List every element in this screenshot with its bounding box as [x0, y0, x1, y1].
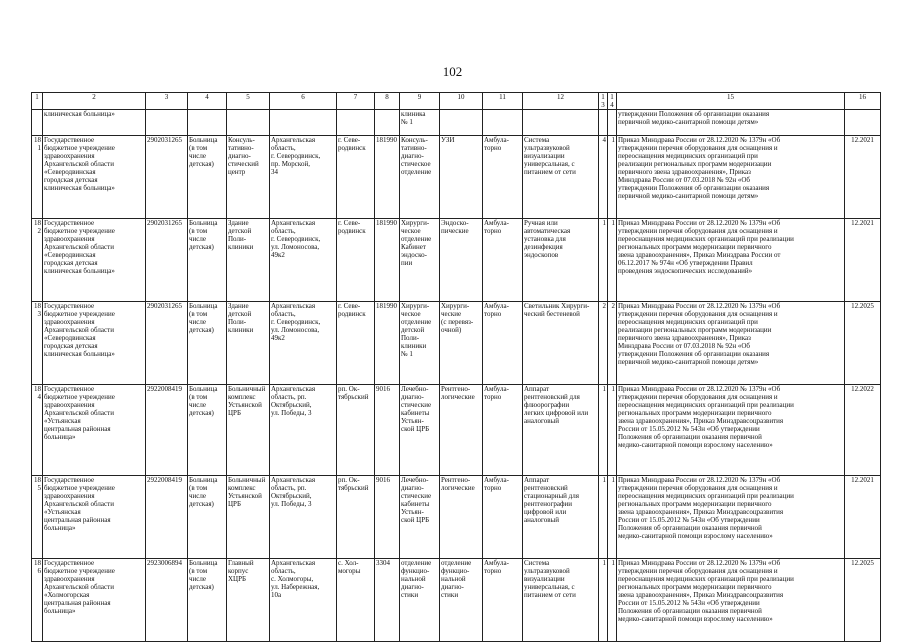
quantity-b: 1	[608, 219, 617, 302]
settlement: г. Севе- родвинск	[337, 219, 375, 302]
legal-basis: Приказ Минздрава России от 28.12.2020 № 1379н «Об утверждении перечня оборудования для оснащения и переоснащения медицинских организаций при реализации региональных программ модернизации первичного звена здравоохранения», Приказ Минздрава России от 07.03.2018 № 92н «Об утверждении Положения об организации оказания первичной медико-санитарной помощи детям»	[617, 302, 845, 385]
care-condition: Амбула- торно	[483, 302, 523, 385]
organization-name: Государственное бюджетное учреждение здравоохранения Архангельской области «Устьянская центральная районная больница»	[43, 476, 146, 559]
header-row	[32, 93, 881, 110]
table-row	[32, 219, 881, 302]
legal-basis: Приказ Минздрава России от 28.12.2020 № 1379н «Об утверждении перечня оборудования для оснащения и переоснащения медицинских организаций при реализации региональных программ модернизации первичного звена здравоохранения», Приказ Минздравсоцразвития России от 15.05.2012 № 543н «Об утверждении Положения об организации оказания первичной медико-санитарной помощи взрослому населению»	[617, 385, 845, 476]
address: Архангельская область, рп. Октябрьский, ул. Победы, 3	[270, 385, 337, 476]
organization-name: Государственное бюджетное учреждение здравоохранения Архангельской области «Северодвинская городская детская клиническая больница»	[43, 219, 146, 302]
cont-basis: утверждении Положения об организации оказания первичной медико-санитарной помощи детям»	[617, 110, 845, 136]
header-cell: 8	[375, 93, 400, 110]
care-condition: Амбула- торно	[483, 219, 523, 302]
postcode: 9016	[375, 385, 400, 476]
quantity-a: 2	[599, 302, 608, 385]
quantity-a: 1	[599, 385, 608, 476]
settlement: г. Севе- родвинск	[337, 302, 375, 385]
department: Консуль- тативно- диагно- стическое отделение	[400, 136, 440, 219]
header-cell: 7	[337, 93, 375, 110]
facility-type: Больница (в том числе детская)	[188, 385, 227, 476]
organization-name: Государственное бюджетное учреждение здравоохранения Архангельской области «Северодвинская городская детская клиническая больница»	[43, 302, 146, 385]
inn-code: 2902031265	[146, 302, 188, 385]
quantity-b: 1	[608, 476, 617, 559]
row-number: 183	[32, 302, 43, 385]
building-name: Здание детской Поли- клиники	[227, 302, 270, 385]
care-condition: Амбула- торно	[483, 559, 523, 642]
row-number: 184	[32, 385, 43, 476]
header-cell: 6	[270, 93, 337, 110]
inn-code: 2922008419	[146, 476, 188, 559]
table-row	[32, 136, 881, 219]
inn-code: 2923006894	[146, 559, 188, 642]
header-cell: 3	[146, 93, 188, 110]
profile: Рентгено- логические	[440, 385, 483, 476]
facility-type: Больница (в том числе детская)	[188, 136, 227, 219]
page-number: 102	[442, 64, 463, 79]
care-condition: Амбула- торно	[483, 136, 523, 219]
profile: УЗИ	[440, 136, 483, 219]
due-date: 12.2025	[845, 559, 881, 642]
header-cell: 2	[43, 93, 146, 110]
quantity-b: 1	[608, 559, 617, 642]
profile: отделение функцио- нальной диагно- стики	[440, 559, 483, 642]
header-cell: 9	[400, 93, 440, 110]
quantity-a: 1	[599, 219, 608, 302]
organization-name: Государственное бюджетное учреждение здравоохранения Архангельской области «Устьянская центральная районная больница»	[43, 385, 146, 476]
legal-basis: Приказ Минздрава России от 28.12.2020 № 1379н «Об утверждении перечня оборудования для оснащения и переоснащения медицинских организаций при реализации региональных программ модернизации первичного звена здравоохранения», Приказ Минздравсоцразвития России от 15.05.2012 № 543н «Об утверждении Положения об организации оказания первичной медико-санитарной помощи взрослому населению»	[617, 476, 845, 559]
equipment-name: Светильник Хирурги- ческий бестеневой	[523, 302, 599, 385]
profile: Хирурги- ческие (с перевяз- очной)	[440, 302, 483, 385]
legal-basis: Приказ Минздрава России от 28.12.2020 № 1379н «Об утверждении перечня оборудования для оснащения и переоснащения медицинских организаций при реализации региональных программ модернизации первичного звена здравоохранения», Приказ Минздрава России от 07.03.2018 № 92н «Об утверждении Положения об организации оказания первичной медико-санитарной помощи детям»	[617, 136, 845, 219]
header-cell: 12	[523, 93, 599, 110]
address: Архангельская область, г. Северодвинск, ул. Ломоносова, 49к2	[270, 302, 337, 385]
header-cell: 15	[617, 93, 845, 110]
header-cell: 10	[440, 93, 483, 110]
department: Хирурги- ческое отделение Кабинет эндоско- пии	[400, 219, 440, 302]
postcode: 181990	[375, 302, 400, 385]
postcode: 9016	[375, 476, 400, 559]
row-number: 185	[32, 476, 43, 559]
header-cell: 5	[227, 93, 270, 110]
facility-type: Больница (в том числе детская)	[188, 559, 227, 642]
row-number: 181	[32, 136, 43, 219]
settlement: рп. Ок- тябрьский	[337, 385, 375, 476]
facility-type: Больница (в том числе детская)	[188, 219, 227, 302]
header-cell: 16	[845, 93, 881, 110]
postcode: 3304	[375, 559, 400, 642]
row-number: 182	[32, 219, 43, 302]
row-number: 186	[32, 559, 43, 642]
department: Хирурги- ческое отделение детской Поли- клиники № 1	[400, 302, 440, 385]
settlement: г. Севе- родвинск	[337, 136, 375, 219]
due-date: 12.2022	[845, 385, 881, 476]
header-cell: 13	[599, 93, 608, 110]
building-name: Больничный комплекс Устьянской ЦРБ	[227, 385, 270, 476]
due-date: 12.2025	[845, 302, 881, 385]
inn-code: 2922008419	[146, 385, 188, 476]
equipment-name: Система ультразвуковой визуализации универсальная, с питанием от сети	[523, 559, 599, 642]
quantity-b: 1	[608, 385, 617, 476]
organization-name: Государственное бюджетное учреждение здравоохранения Архангельской области «Холмогорская центральная районная больница»	[43, 559, 146, 642]
address: Архангельская область, г. Северодвинск, пр. Морской, 34	[270, 136, 337, 219]
quantity-a: 1	[599, 559, 608, 642]
care-condition: Амбула- торно	[483, 385, 523, 476]
quantity-b: 2	[608, 302, 617, 385]
address: Архангельская область, с. Холмогоры, ул. Набережная, 10а	[270, 559, 337, 642]
due-date: 12.2021	[845, 476, 881, 559]
settlement: рп. Ок- тябрьский	[337, 476, 375, 559]
facility-type: Больница (в том числе детская)	[188, 302, 227, 385]
building-name: Консуль- тативно- диагно- стический центр	[227, 136, 270, 219]
equipment-name: Аппарат рентгеновский стационарный для рентгенографии цифровой или аналоговый	[523, 476, 599, 559]
legal-basis: Приказ Минздрава России от 28.12.2020 № 1379н «Об утверждении перечня оборудования для оснащения и переоснащения медицинских организаций при реализации региональных программ модернизации первичного звена здравоохранения», Приказ Минздравсоцразвития России от 15.05.2012 № 543н «Об утверждении Положения об организации оказания первичной медико-санитарной помощи взрослому населению»	[617, 559, 845, 642]
table-row	[32, 476, 881, 559]
header-cell: 11	[483, 93, 523, 110]
header-cell: 1	[32, 93, 43, 110]
department: Лечебно- диагно- стические кабинеты Устьян- ской ЦРБ	[400, 476, 440, 559]
building-name: Здание детской Поли- клиники	[227, 219, 270, 302]
header-cell: 14	[608, 93, 617, 110]
continuation-row	[32, 110, 881, 136]
equipment-name: Ручная или автоматическая установка для дезинфекция эндоскопов	[523, 219, 599, 302]
postcode: 181990	[375, 136, 400, 219]
profile: Рентгено- логические	[440, 476, 483, 559]
equipment-name: Аппарат рентгеновский для флюорографии легких цифровой или аналоговый	[523, 385, 599, 476]
organization-name: Государственное бюджетное учреждение здравоохранения Архангельской области «Северодвинская городская детская клиническая больница»	[43, 136, 146, 219]
table-row	[32, 302, 881, 385]
quantity-a: 4	[599, 136, 608, 219]
building-name: Больничный комплекс Устьянской ЦРБ	[227, 476, 270, 559]
building-name: Главный корпус ХЦРБ	[227, 559, 270, 642]
cont-dept: клиника № 1	[400, 110, 440, 136]
table-row	[32, 385, 881, 476]
postcode: 181990	[375, 219, 400, 302]
equipment-table	[31, 92, 881, 642]
header-cell: 4	[188, 93, 227, 110]
equipment-name: Система ультразвуковой визуализации универсальная, с питанием от сети	[523, 136, 599, 219]
due-date: 12.2021	[845, 219, 881, 302]
quantity-b: 1	[608, 136, 617, 219]
address: Архангельская область, г. Северодвинск, ул. Ломоносова, 49к2	[270, 219, 337, 302]
due-date: 12.2021	[845, 136, 881, 219]
table-row	[32, 559, 881, 642]
legal-basis: Приказ Минздрава России от 28.12.2020 № 1379н «Об утверждении перечня оборудования для оснащения и переоснащения медицинских организаций при реализации региональных программ модернизации первичного звена здравоохранения», Приказ Минздрава России от 06.12.2017 № 974н «Об утверждении Правил проведения эндоскопических исследований»	[617, 219, 845, 302]
quantity-a: 1	[599, 476, 608, 559]
inn-code: 2902031265	[146, 136, 188, 219]
department: Лечебно- диагно- стические кабинеты Устьян- ской ЦРБ	[400, 385, 440, 476]
inn-code: 2902031265	[146, 219, 188, 302]
cont-org: клиническая больница»	[43, 110, 146, 136]
care-condition: Амбула- торно	[483, 476, 523, 559]
department: отделение функцио- нальной диагно- стики	[400, 559, 440, 642]
facility-type: Больница (в том числе детская)	[188, 476, 227, 559]
settlement: с. Хол- могоры	[337, 559, 375, 642]
address: Архангельская область, рп. Октябрьский, ул. Победы, 3	[270, 476, 337, 559]
profile: Эндоско- пические	[440, 219, 483, 302]
